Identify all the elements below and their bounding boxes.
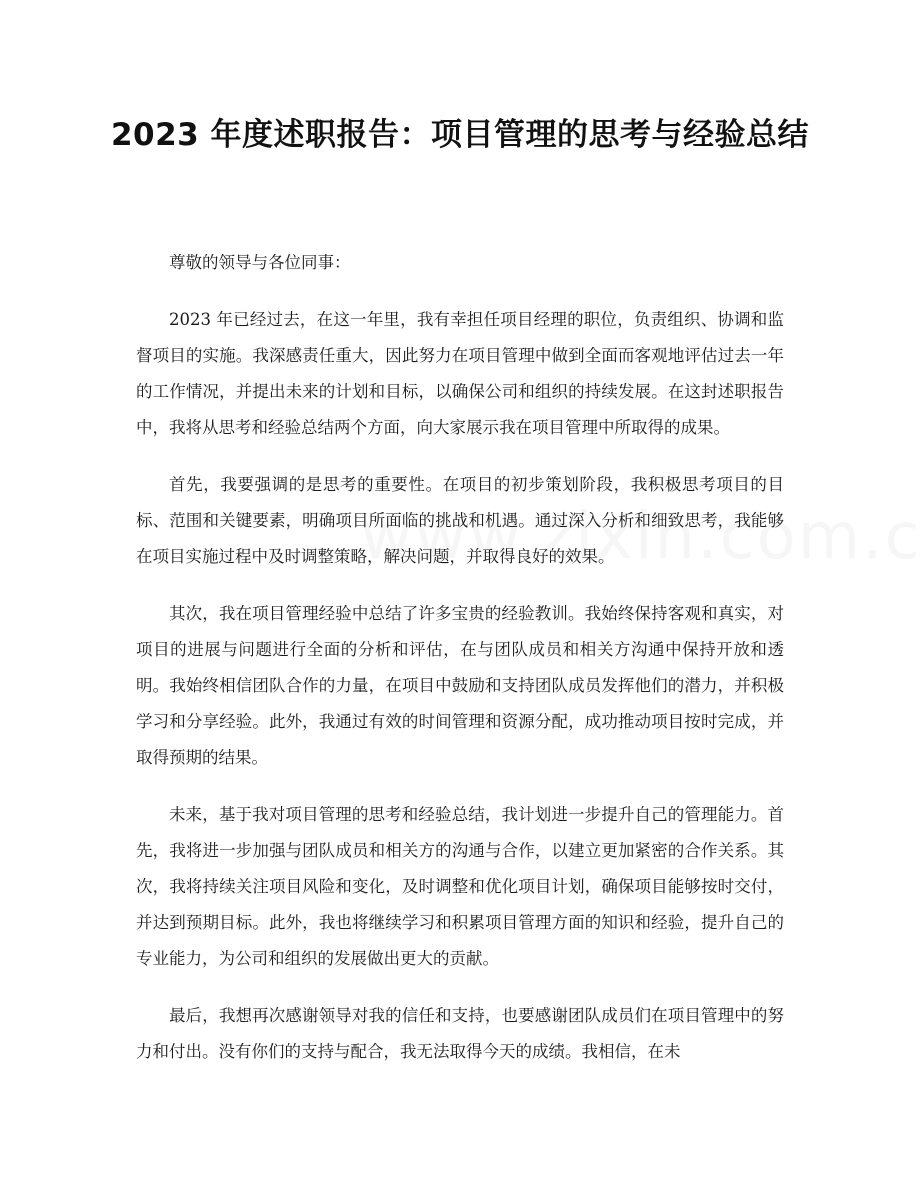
paragraph-closing: 最后，我想再次感谢领导对我的信任和支持，也要感谢团队成员们在项目管理中的努力和付出。没有你们的支持与配合，我无法取得今天的成绩。我相信，在未 xyxy=(136,1006,784,1061)
salutation: 尊敬的领导与各位同事： xyxy=(169,253,351,272)
paragraph-thinking: 首先，我要强调的是思考的重要性。在项目的初步策划阶段，我积极思考项目的目标、范围和关键要素，明确项目所面临的挑战和机遇。通过深入分析和细致思考，我能够在项目实施过程中及时调整策略，解决问题，并取得良好的效果。 xyxy=(136,475,784,566)
document-title: 2023 年度述职报告：项目管理的思考与经验总结 xyxy=(110,117,810,153)
document-body xyxy=(136,245,784,1091)
paragraph-future: 未来，基于我对项目管理的思考和经验总结，我计划进一步提升自己的管理能力。首先，我将进一步加强与团队成员和相关方的沟通与合作，以建立更加紧密的合作关系。其次，我将持续关注项目风险和变化，及时调整和优化项目计划，确保项目能够按时交付，并达到预期目标。此外，我也将继续学习和积累项目管理方面的知识和经验，提升自己的专业能力，为公司和组织的发展做出更大的贡献。 xyxy=(136,805,784,968)
paragraph-intro: 2023 年已经过去，在这一年里，我有幸担任项目经理的职位，负责组织、协调和监督项目的实施。我深感责任重大，因此努力在项目管理中做到全面而客观地评估过去一年的工作情况，并提出未来的计划和目标，以确保公司和组织的持续发展。在这封述职报告中，我将从思考和经验总结两个方面，向大家展示我在项目管理中所取得的成果。 xyxy=(136,310,784,437)
paragraph-experience: 其次，我在项目管理经验中总结了许多宝贵的经验教训。我始终保持客观和真实，对项目的进展与问题进行全面的分析和评估，在与团队成员和相关方沟通中保持开放和透明。我始终相信团队合作的力量，在项目中鼓励和支持团队成员发挥他们的潜力，并积极学习和分享经验。此外，我通过有效的时间管理和资源分配，成功推动项目按时完成，并取得预期的结果。 xyxy=(136,604,784,767)
